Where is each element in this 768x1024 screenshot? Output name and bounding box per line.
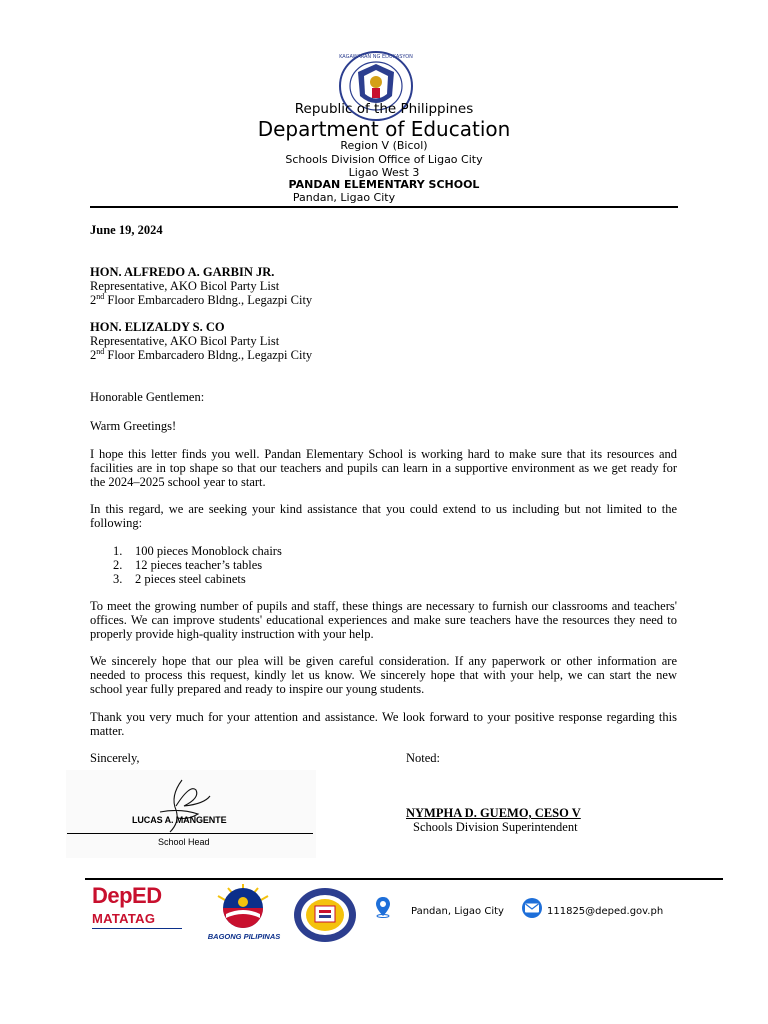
republic-heading: Republic of the Philippines — [294, 101, 474, 117]
closing: Sincerely, — [90, 751, 140, 765]
recipient-name: HON. ALFREDO A. GARBIN JR. — [90, 265, 275, 279]
recipient-address: 2nd Floor Embarcadero Bldng., Legazpi City — [90, 292, 313, 307]
header-divider — [90, 206, 678, 208]
recipient-1 — [90, 265, 312, 307]
salutation: Honorable Gentlemen: — [90, 390, 205, 404]
school-address: Pandan, Ligao City — [292, 191, 396, 204]
footer-email: 111825@deped.gov.ph — [547, 906, 664, 917]
recipient-position: Representative, AKO Bicol Party List — [90, 279, 280, 293]
list-item: 3. 2 pieces steel cabinets — [113, 572, 246, 586]
bagong-pilipinas-logo — [200, 882, 288, 942]
matatag-text: MATATAG — [92, 911, 156, 926]
paragraph-request: In this regard, we are seeking your kind assistance that you could extend to us including but not limited to the following: — [90, 502, 677, 530]
seal-text: KAGAWARAN NG EDUKASYON — [339, 54, 413, 60]
paragraph-intro: I hope this letter finds you well. Pandan Elementary School is working hard to make sure that its resources and facilities are in top shape so that our teachers and pupils can learn in a supportive environment as we get ready for the 2024–2025 school year to start. — [90, 447, 677, 489]
envelope-icon — [520, 898, 544, 918]
matatag-underline — [92, 928, 182, 929]
list-item: 2. 12 pieces teacher’s tables — [113, 558, 263, 572]
signer-title: School Head — [158, 837, 210, 847]
paragraph-need: To meet the growing number of pupils and staff, these things are necessary to furnish our classrooms and teachers' offices. We can improve students' educational experiences and make sure teachers have the resources they need to properly provide high-quality instruction with your help. — [90, 599, 677, 641]
recipient-2 — [90, 320, 312, 362]
request-list — [113, 544, 282, 586]
division-line: Schools Division Office of Ligao City — [285, 153, 483, 166]
recipient-address: 2nd Floor Embarcadero Bldng., Legazpi City — [90, 347, 313, 362]
school-seal-icon — [292, 886, 358, 944]
signer-name: LUCAS A. MANGENTE — [132, 815, 227, 825]
district-line: Ligao West 3 — [348, 166, 420, 179]
bagong-pilipinas-text: BAGONG PILIPINAS — [207, 932, 281, 941]
letter-date: June 19, 2024 — [90, 223, 163, 237]
footer-divider — [85, 878, 723, 880]
signature-line — [67, 833, 313, 834]
school-name: PANDAN ELEMENTARY SCHOOL — [288, 178, 480, 191]
handwritten-signature-icon — [140, 776, 230, 838]
deped-logo-text: DepED — [92, 883, 162, 908]
paragraph-thanks: Thank you very much for your attention and assistance. We look forward to your positive response regarding this matter. — [90, 710, 677, 738]
noted-label: Noted: — [406, 751, 441, 765]
region-line: Region V (Bicol) — [340, 139, 428, 152]
recipient-position: Representative, AKO Bicol Party List — [90, 334, 280, 348]
location-pin-icon — [374, 896, 392, 918]
recipient-name: HON. ELIZALDY S. CO — [90, 320, 225, 334]
noted-name: NYMPHA D. GUEMO, CESO V — [406, 806, 581, 820]
greeting: Warm Greetings! — [90, 419, 177, 433]
department-heading: Department of Education — [257, 117, 511, 141]
noted-title: Schools Division Superintendent — [413, 820, 578, 834]
footer-location: Pandan, Ligao City — [411, 906, 504, 917]
bagong-pilipinas-emblem-icon — [206, 882, 280, 932]
paragraph-plea: We sincerely hope that our plea will be given careful consideration. If any paperwork or other information are needed to process this request, kindly let us know. We sincerely hope that with your help, we can start the new school year fully prepared and ready to inspire our young students. — [90, 654, 677, 696]
list-item: 1. 100 pieces Monoblock chairs — [113, 544, 282, 558]
deped-matatag-logo — [92, 885, 188, 937]
